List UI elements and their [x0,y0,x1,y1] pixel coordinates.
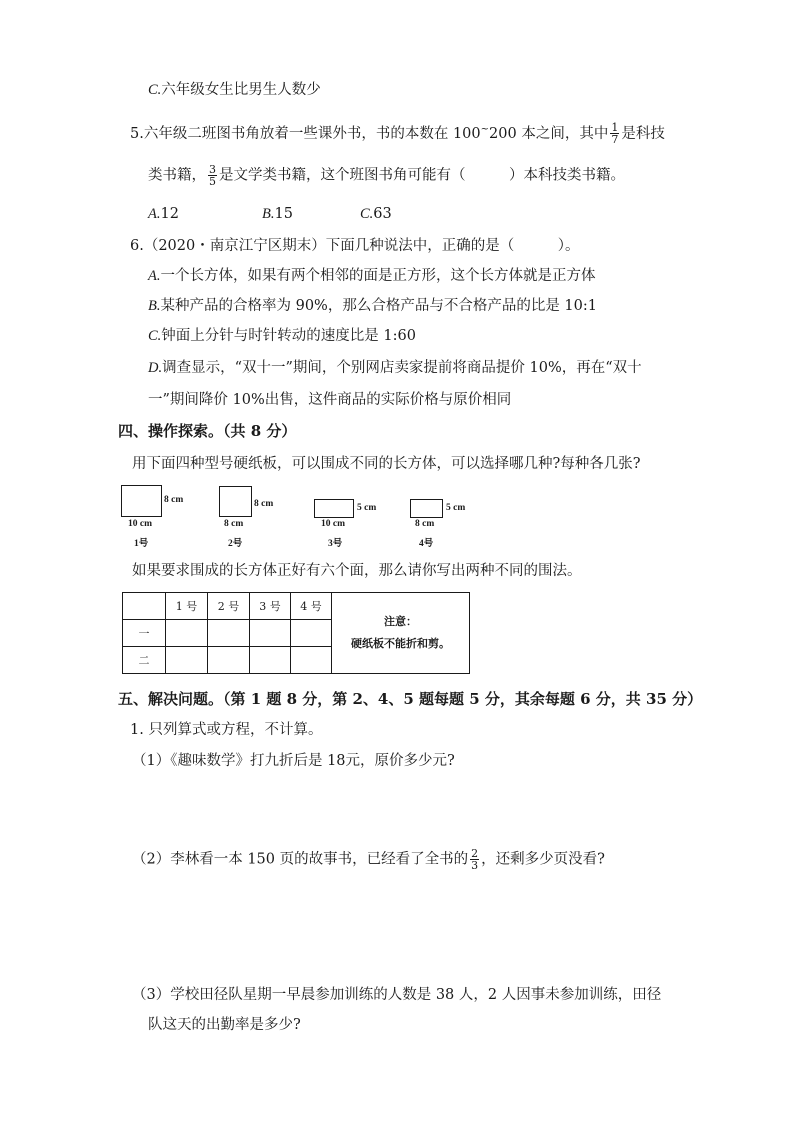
sub2-text-b: ，还剩多少页没看? [481,851,605,868]
board-3-name: 3号 [328,539,343,549]
board-2-rect [219,486,252,517]
section-5-sub2 [132,848,605,871]
answer-cell[interactable] [208,647,250,674]
option-text: 63 [373,206,392,222]
section-4-prompt: 如果要求围成的长方体正好有六个面，那么请你写出两种不同的围法。 [132,563,582,579]
q5-stem-line2 [148,164,625,187]
fraction-denominator: 7 [611,133,619,147]
option-text: 一个长方体，如果有两个相邻的面是正方形，这个长方体就是正方体 [160,268,596,284]
option-letter: A. [148,268,161,284]
option-text: 钟面上分针与时针转动的速度比是 1:60 [161,328,416,344]
answer-cell[interactable] [250,620,291,647]
row-label: 二 [123,647,166,674]
section-5-sub1: （1）《趣味数学》打九折后是 18元，原价多少元? [132,753,455,769]
table-header-cell: 3 号 [250,593,291,620]
q5-text-d: 类书籍， [148,167,206,184]
fraction-three-fifths [208,164,217,187]
answer-cell[interactable] [166,647,208,674]
section-5-heading: 五、解决问题。（第 1 题 8 分，第 2、4、5 题每题 5 分，其余每题 6 分，共 35 分） [118,690,703,708]
section-4-intro: 用下面四种型号硬纸板，可以围成不同的长方体，可以选择哪几种?每种各几张? [132,456,641,472]
table-header-cell: 1 号 [166,593,208,620]
q6-stem: 6.（2020・南京江宁区期末）下面几种说法中，正确的是（ ）。 [130,238,580,254]
option-letter: B. [262,206,275,222]
q4-option-c [148,80,321,100]
tilde-sign: ~ [480,124,490,135]
board-1-name: 1号 [134,539,149,549]
board-1-bottom: 10 cm [128,519,153,529]
q5-text-e: 是文学类书籍，这个班图书角可能有（ ）本科技类书籍。 [219,167,625,184]
fraction-numerator: 2 [471,847,479,860]
q6-option-a [148,266,595,286]
fraction-one-seventh [610,122,619,145]
board-3-bottom: 10 cm [321,519,346,529]
option-letter: C. [148,82,162,98]
q5-option-b [262,204,293,224]
board-3-side: 5 cm [357,503,377,513]
table-note-cell [332,593,470,674]
answer-cell[interactable] [250,647,291,674]
q6-option-b [148,296,597,316]
board-4-side: 5 cm [446,503,466,513]
answer-cell[interactable] [291,647,332,674]
q6-option-d-continued: 一”期间降价 10%出售，这件商品的实际价格与原价相同 [148,392,512,408]
option-text: 六年级女生比男生人数少 [161,82,321,98]
q5-stem-line1 [130,120,665,145]
row-label: 一 [123,620,166,647]
note-text: 硬纸板不能折和剪。 [351,637,450,650]
answer-cell[interactable] [166,620,208,647]
board-1-rect [121,485,162,517]
fraction-denominator: 5 [209,175,216,188]
option-text: 调查显示，“双十一”期间，个别网店卖家提前将商品提价 10%，再在“双十 [162,360,642,376]
section-5-sub3-line1: （3）学校田径队星期一早晨参加训练的人数是 38 人，2 人因事未参加训练，田径 [132,987,662,1003]
section-4-heading: 四、操作探索。（共 8 分） [118,422,297,440]
answer-cell[interactable] [208,620,250,647]
sub2-text-a: （2）李林看一本 150 页的故事书，已经看了全书的 [132,851,469,868]
answer-table [122,592,470,674]
option-text: 15 [274,206,293,222]
fraction-denominator: 3 [471,859,479,872]
board-2-name: 2号 [228,539,243,549]
q6-option-d [148,358,642,378]
fraction-numerator: 1 [611,121,619,135]
q5-option-a [148,204,179,224]
table-header-row [123,593,470,620]
board-2-bottom: 8 cm [224,519,244,529]
section-5-q1: 1. 只列算式或方程，不计算。 [130,722,323,738]
table-header-cell: 2 号 [208,593,250,620]
q5-text-b: 200 本之间，其中 [489,125,609,142]
option-text: 12 [160,206,179,222]
board-2-side: 8 cm [254,499,274,509]
board-4-bottom: 8 cm [415,519,435,529]
q6-option-c [148,326,416,346]
question-number: 5. [130,125,144,142]
table-header-cell: 4 号 [291,593,332,620]
option-letter: C. [360,206,374,222]
option-letter: B. [148,298,161,314]
board-4-rect [410,499,443,518]
board-4-name: 4号 [419,539,434,549]
option-letter: C. [148,328,162,344]
fraction-numerator: 3 [209,163,216,176]
note-title: 注意： [384,615,417,628]
option-letter: D. [148,360,163,376]
option-text: 某种产品的合格率为 90%，那么合格产品与不合格产品的比是 10:1 [160,298,597,314]
section-5-sub3-line2: 队这天的出勤率是多少? [148,1017,301,1033]
table-header-cell [123,593,166,620]
board-1-side: 8 cm [164,495,184,505]
fraction-two-thirds [470,848,479,871]
q5-text-a: 六年级二班图书角放着一些课外书，书的本数在 100 [143,125,481,142]
board-3-rect [314,499,354,518]
q5-text-c: 是科技 [621,125,665,142]
answer-cell[interactable] [291,620,332,647]
q5-option-c [360,204,392,224]
option-letter: A. [148,206,161,222]
